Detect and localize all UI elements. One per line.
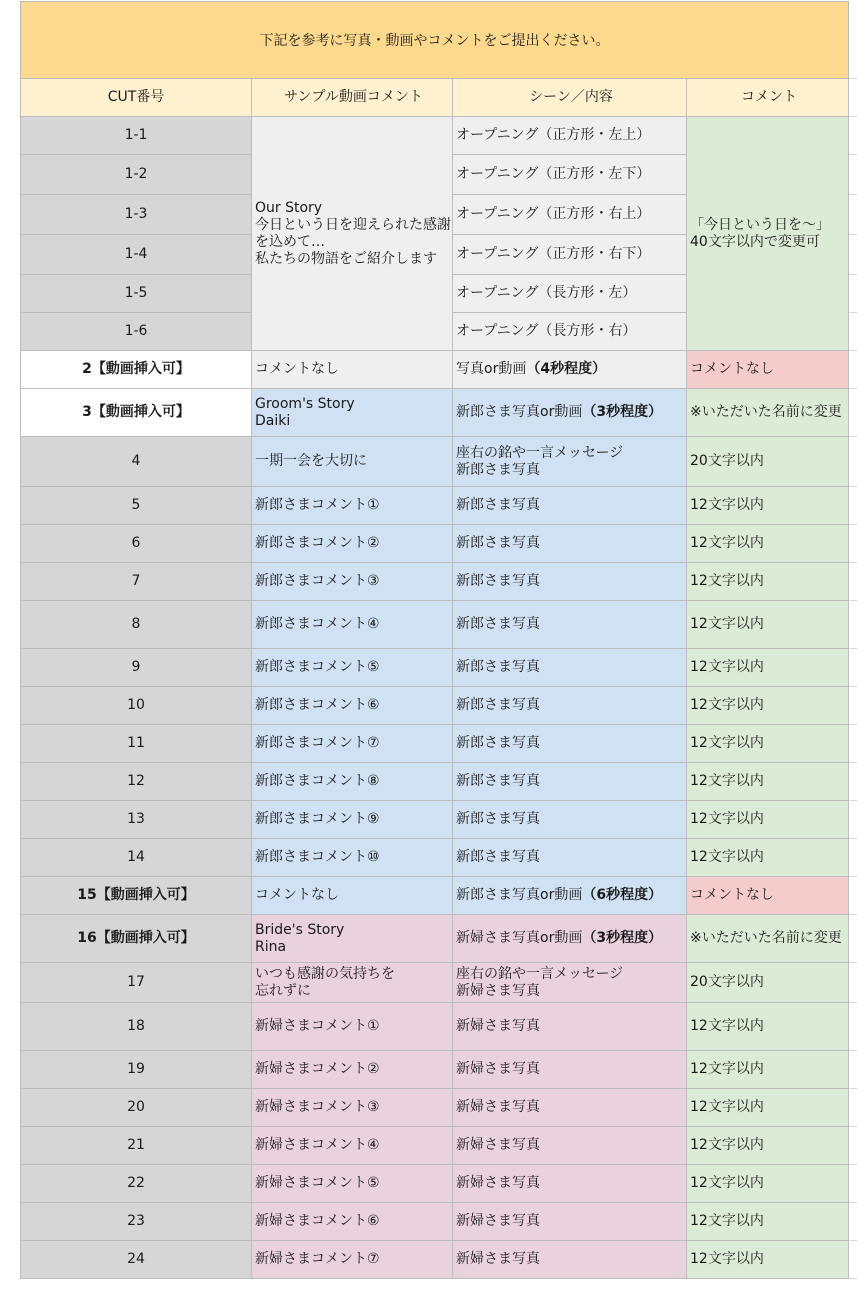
comment-cell: コメントなし xyxy=(687,877,849,915)
scene-cell: 新郎さま写真or動画 （6秒程度） xyxy=(453,877,687,915)
cut-number: 21 xyxy=(20,1127,252,1165)
gridline-stub xyxy=(849,194,857,195)
cut-number: 9 xyxy=(20,649,252,687)
gridline-stub xyxy=(849,962,857,963)
comment-cell: 12文字以内 xyxy=(687,1203,849,1241)
cut-number: 17 xyxy=(20,963,252,1003)
sample-comment: Bride's Story Rina xyxy=(252,915,453,963)
header-sample-comment: サンプル動画コメント xyxy=(252,79,453,117)
gridline-stub xyxy=(849,234,857,235)
scene-cell: オープニング（正方形・左下） xyxy=(453,155,687,195)
scene-cell: 新郎さま写真 xyxy=(453,649,687,687)
gridline-stub xyxy=(849,1202,857,1203)
gridline-stub xyxy=(849,914,857,915)
scene-cell: オープニング（長方形・左） xyxy=(453,275,687,313)
comment-cell: 12文字以内 xyxy=(687,725,849,763)
cut-number: 12 xyxy=(20,763,252,801)
gridline-stub xyxy=(849,686,857,687)
scene-cell: 新郎さま写真or動画 （3秒程度） xyxy=(453,389,687,437)
opening-comment: 「今日という日を～」 40文字以内で変更可 xyxy=(687,117,849,351)
cut-number: 13 xyxy=(20,801,252,839)
sample-comment: 新郎さまコメント① xyxy=(252,487,453,525)
gridline-stub xyxy=(849,876,857,877)
scene-cell: 新郎さま写真 xyxy=(453,525,687,563)
cut-number: 18 xyxy=(20,1003,252,1051)
cut-number: 15【動画挿入可】 xyxy=(20,877,252,915)
comment-cell: ※いただいた名前に変更 xyxy=(687,389,849,437)
opening-sample-comment: Our Story 今日という日を迎えられた感謝を込めて… 私たちの物語をご紹介します xyxy=(252,117,453,351)
comment-cell: 12文字以内 xyxy=(687,525,849,563)
cut-number: 4 xyxy=(20,437,252,487)
scene-cell: 写真or動画 （4秒程度） xyxy=(453,351,687,389)
gridline-stub xyxy=(849,1240,857,1241)
gridline-stub xyxy=(849,312,857,313)
cut-number: 16【動画挿入可】 xyxy=(20,915,252,963)
cut-number: 24 xyxy=(20,1241,252,1279)
scene-cell: 新郎さま写真 xyxy=(453,801,687,839)
sample-comment: 新郎さまコメント⑤ xyxy=(252,649,453,687)
comment-cell: 12文字以内 xyxy=(687,801,849,839)
cut-number: 6 xyxy=(20,525,252,563)
header-comment: コメント xyxy=(687,79,849,117)
comment-cell: ※いただいた名前に変更 xyxy=(687,915,849,963)
gridline-stub xyxy=(849,762,857,763)
gridline-stub xyxy=(849,436,857,437)
sample-comment: 新郎さまコメント⑩ xyxy=(252,839,453,877)
comment-cell: 20文字以内 xyxy=(687,437,849,487)
sample-comment: 新郎さまコメント④ xyxy=(252,601,453,649)
comment-cell: 12文字以内 xyxy=(687,1241,849,1279)
cut-number: 1-6 xyxy=(20,313,252,351)
gridline-stub xyxy=(849,486,857,487)
gridline-stub xyxy=(849,838,857,839)
scene-cell: 新婦さま写真 xyxy=(453,1203,687,1241)
cut-number: 7 xyxy=(20,563,252,601)
sample-comment: 新婦さまコメント⑥ xyxy=(252,1203,453,1241)
sample-comment: 新郎さまコメント⑦ xyxy=(252,725,453,763)
comment-cell: 12文字以内 xyxy=(687,601,849,649)
sample-comment: コメントなし xyxy=(252,351,453,389)
scene-cell: 新郎さま写真 xyxy=(453,725,687,763)
duration-note: （6秒程度） xyxy=(582,887,663,903)
gridline-stub xyxy=(849,274,857,275)
sample-comment: 新郎さまコメント⑥ xyxy=(252,687,453,725)
sample-comment: 新婦さまコメント① xyxy=(252,1003,453,1051)
sample-comment: 新郎さまコメント③ xyxy=(252,563,453,601)
cut-number: 1-4 xyxy=(20,235,252,275)
gridline-stub xyxy=(849,1088,857,1089)
gridline-stub xyxy=(849,800,857,801)
cut-number: 1-1 xyxy=(20,117,252,155)
comment-cell: 20文字以内 xyxy=(687,963,849,1003)
gridline-stub xyxy=(849,350,857,351)
cut-number: 1-2 xyxy=(20,155,252,195)
scene-cell: 新郎さま写真 xyxy=(453,487,687,525)
duration-note: （4秒程度） xyxy=(526,361,607,377)
scene-cell: 新郎さま写真 xyxy=(453,763,687,801)
cut-number: 1-3 xyxy=(20,195,252,235)
gridline-stub xyxy=(849,1164,857,1165)
gridline-stub xyxy=(849,600,857,601)
sample-comment: 新婦さまコメント⑤ xyxy=(252,1165,453,1203)
header-scene: シーン／内容 xyxy=(453,79,687,117)
sample-comment: 新郎さまコメント⑨ xyxy=(252,801,453,839)
gridline-stub xyxy=(849,78,857,79)
cut-number: 22 xyxy=(20,1165,252,1203)
scene-cell: 新郎さま写真 xyxy=(453,839,687,877)
scene-cell: オープニング（正方形・右上） xyxy=(453,195,687,235)
sample-comment: 新婦さまコメント④ xyxy=(252,1127,453,1165)
header-cut-number: CUT番号 xyxy=(20,79,252,117)
scene-cell: 新婦さま写真 xyxy=(453,1089,687,1127)
gridline-stub xyxy=(849,724,857,725)
cut-number: 8 xyxy=(20,601,252,649)
scene-cell: 新郎さま写真 xyxy=(453,687,687,725)
gridline-stub xyxy=(849,648,857,649)
sample-comment: 新婦さまコメント③ xyxy=(252,1089,453,1127)
cut-number: 3【動画挿入可】 xyxy=(20,389,252,437)
gridline-stub xyxy=(849,524,857,525)
comment-cell: 12文字以内 xyxy=(687,687,849,725)
sample-comment: 新婦さまコメント② xyxy=(252,1051,453,1089)
cut-number: 14 xyxy=(20,839,252,877)
gridline-stub xyxy=(849,562,857,563)
instruction-banner: 下記を参考に写真・動画やコメントをご提出ください。 xyxy=(20,1,849,79)
scene-cell: 新婦さま写真 xyxy=(453,1127,687,1165)
gridline-stub xyxy=(849,1002,857,1003)
scene-cell: 座右の銘や一言メッセージ 新婦さま写真 xyxy=(453,963,687,1003)
comment-cell: 12文字以内 xyxy=(687,649,849,687)
gridline-stub xyxy=(849,1050,857,1051)
scene-cell: オープニング（長方形・右） xyxy=(453,313,687,351)
cut-number: 2【動画挿入可】 xyxy=(20,351,252,389)
comment-cell: 12文字以内 xyxy=(687,1089,849,1127)
cut-number: 1-5 xyxy=(20,275,252,313)
scene-cell: オープニング（正方形・左上） xyxy=(453,117,687,155)
sample-comment: 一期一会を大切に xyxy=(252,437,453,487)
scene-cell: 新婦さま写真 xyxy=(453,1003,687,1051)
comment-cell: 12文字以内 xyxy=(687,1003,849,1051)
gridline-stub xyxy=(849,1278,857,1279)
cut-number: 5 xyxy=(20,487,252,525)
comment-cell: 12文字以内 xyxy=(687,763,849,801)
cut-number: 20 xyxy=(20,1089,252,1127)
comment-cell: 12文字以内 xyxy=(687,563,849,601)
sample-comment: Groom's Story Daiki xyxy=(252,389,453,437)
sample-comment: コメントなし xyxy=(252,877,453,915)
scene-cell: 新郎さま写真 xyxy=(453,601,687,649)
gridline-stub xyxy=(849,116,857,117)
cut-number: 11 xyxy=(20,725,252,763)
duration-note: （3秒程度） xyxy=(582,404,663,420)
scene-cell: 新婦さま写真 xyxy=(453,1165,687,1203)
comment-cell: 12文字以内 xyxy=(687,839,849,877)
cut-number: 23 xyxy=(20,1203,252,1241)
scene-cell: 新婦さま写真 xyxy=(453,1051,687,1089)
scene-cell: オープニング（正方形・右下） xyxy=(453,235,687,275)
comment-cell: コメントなし xyxy=(687,351,849,389)
comment-cell: 12文字以内 xyxy=(687,1127,849,1165)
comment-cell: 12文字以内 xyxy=(687,1051,849,1089)
duration-note: （3秒程度） xyxy=(582,930,663,946)
sample-comment: 新婦さまコメント⑦ xyxy=(252,1241,453,1279)
gridline-stub xyxy=(849,388,857,389)
gridline-stub xyxy=(849,1126,857,1127)
scene-cell: 座右の銘や一言メッセージ 新郎さま写真 xyxy=(453,437,687,487)
comment-cell: 12文字以内 xyxy=(687,487,849,525)
sample-comment: 新郎さまコメント⑧ xyxy=(252,763,453,801)
scene-cell: 新婦さま写真 xyxy=(453,1241,687,1279)
sample-comment: いつも感謝の気持ちを 忘れずに xyxy=(252,963,453,1003)
gridline-stub xyxy=(849,154,857,155)
comment-cell: 12文字以内 xyxy=(687,1165,849,1203)
sample-comment: 新郎さまコメント② xyxy=(252,525,453,563)
scene-cell: 新郎さま写真 xyxy=(453,563,687,601)
scene-cell: 新婦さま写真or動画 （3秒程度） xyxy=(453,915,687,963)
cut-number: 10 xyxy=(20,687,252,725)
cut-number: 19 xyxy=(20,1051,252,1089)
